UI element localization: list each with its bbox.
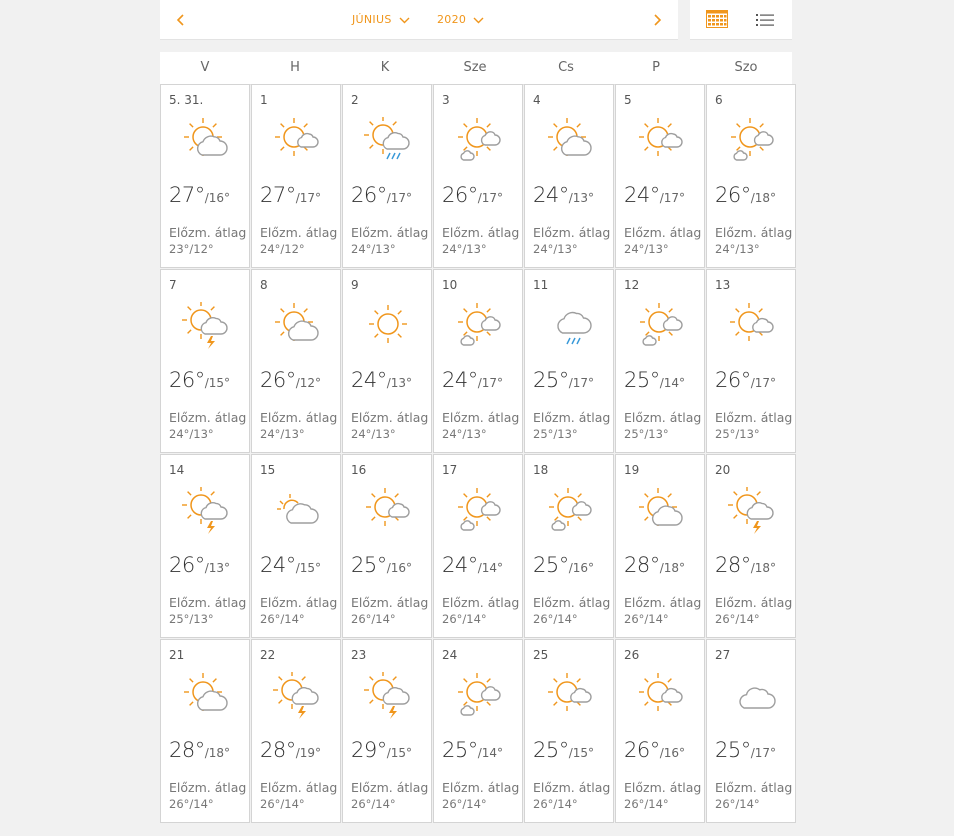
day-date: 3 — [442, 93, 450, 107]
avg-label: Előzm. átlag — [715, 410, 793, 425]
avg-value: 26°/14° — [533, 612, 578, 626]
max-temp: 25° — [533, 553, 569, 577]
avg-value: 24°/13° — [533, 242, 578, 256]
temperature — [442, 183, 503, 207]
avg-label: Előzm. átlag — [351, 595, 429, 610]
max-temp: 24° — [260, 553, 296, 577]
chevron-right-icon[interactable] — [652, 10, 662, 30]
chevron-down-icon — [473, 17, 484, 24]
avg-label: Előzm. átlag — [260, 410, 338, 425]
day-cell[interactable] — [524, 639, 614, 823]
weather-icon — [452, 117, 506, 165]
avg-value: 24°/13° — [442, 427, 487, 441]
max-temp: 25° — [715, 738, 751, 762]
max-temp: 25° — [533, 368, 569, 392]
day-cell[interactable] — [706, 269, 796, 453]
min-temp: /17° — [386, 191, 413, 205]
weekday-label: Sze — [463, 60, 487, 75]
avg-label: Előzm. átlag — [624, 225, 702, 240]
avg-value: 23°/12° — [169, 242, 214, 256]
day-date: 23 — [351, 648, 367, 662]
day-date: 27 — [715, 648, 731, 662]
avg-value: 24°/13° — [169, 427, 214, 441]
weather-icon — [725, 302, 779, 350]
day-cell[interactable] — [524, 269, 614, 453]
weekday-label: Szo — [734, 60, 758, 75]
max-temp: 27° — [260, 183, 296, 207]
max-temp: 26° — [624, 738, 660, 762]
weather-icon — [634, 302, 688, 350]
min-temp: /19° — [295, 746, 322, 760]
weather-icon — [452, 302, 506, 350]
avg-value: 25°/13° — [533, 427, 578, 441]
max-temp: 29° — [351, 738, 387, 762]
avg-value: 26°/14° — [351, 612, 396, 626]
temperature — [715, 553, 776, 577]
day-date: 13 — [715, 278, 731, 292]
temperature — [715, 368, 776, 392]
day-cell[interactable] — [615, 84, 705, 268]
weather-icon — [179, 302, 233, 350]
weekday-label: K — [380, 60, 390, 75]
calendar-grid-icon[interactable] — [706, 10, 728, 32]
min-temp: /12° — [295, 376, 322, 390]
avg-value: 26°/14° — [442, 612, 487, 626]
avg-value: 24°/13° — [715, 242, 760, 256]
day-cell[interactable] — [160, 454, 250, 638]
day-cell[interactable] — [433, 269, 523, 453]
temperature — [169, 738, 230, 762]
avg-label: Előzm. átlag — [442, 225, 520, 240]
avg-value: 26°/14° — [351, 797, 396, 811]
temperature — [624, 368, 685, 392]
max-temp: 27° — [169, 183, 205, 207]
min-temp: /13° — [568, 191, 595, 205]
chevron-down-icon — [399, 17, 410, 24]
min-temp: /16° — [386, 561, 413, 575]
max-temp: 25° — [351, 553, 387, 577]
weather-icon — [452, 487, 506, 535]
avg-value: 24°/13° — [624, 242, 669, 256]
max-temp: 26° — [169, 368, 205, 392]
max-temp: 26° — [715, 183, 751, 207]
max-temp: 25° — [533, 738, 569, 762]
day-date: 20 — [715, 463, 731, 477]
month-select[interactable] — [352, 13, 410, 26]
weather-icon — [634, 117, 688, 165]
avg-label: Előzm. átlag — [533, 780, 611, 795]
day-date: 26 — [624, 648, 640, 662]
day-cell[interactable] — [251, 639, 341, 823]
min-temp: /14° — [477, 561, 504, 575]
day-cell[interactable] — [433, 639, 523, 823]
weather-icon — [634, 487, 688, 535]
avg-label: Előzm. átlag — [624, 595, 702, 610]
min-temp: /14° — [659, 376, 686, 390]
day-date: 25 — [533, 648, 549, 662]
weather-icon — [725, 487, 779, 535]
max-temp: 24° — [442, 553, 478, 577]
max-temp: 24° — [442, 368, 478, 392]
temperature — [533, 553, 594, 577]
day-cell[interactable] — [160, 639, 250, 823]
min-temp: /17° — [477, 191, 504, 205]
avg-label: Előzm. átlag — [169, 780, 247, 795]
avg-label: Előzm. átlag — [533, 595, 611, 610]
calendar-toolbar — [160, 0, 792, 40]
day-cell[interactable] — [160, 269, 250, 453]
avg-value: 26°/14° — [442, 797, 487, 811]
avg-value: 25°/13° — [624, 427, 669, 441]
day-cell[interactable] — [160, 84, 250, 268]
month-select-label: JÚNIUS — [352, 13, 392, 26]
day-date: 18 — [533, 463, 549, 477]
year-select[interactable] — [437, 13, 484, 26]
day-date: 16 — [351, 463, 367, 477]
day-cell[interactable] — [251, 454, 341, 638]
weather-icon — [452, 672, 506, 720]
day-cell[interactable] — [251, 269, 341, 453]
temperature — [442, 553, 503, 577]
day-date: 21 — [169, 648, 185, 662]
min-temp: /18° — [750, 561, 777, 575]
avg-label: Előzm. átlag — [351, 780, 429, 795]
day-cell[interactable] — [433, 84, 523, 268]
min-temp: /16° — [659, 746, 686, 760]
avg-label: Előzm. átlag — [715, 595, 793, 610]
day-date: 22 — [260, 648, 276, 662]
day-cell[interactable] — [342, 269, 432, 453]
weather-icon — [179, 487, 233, 535]
min-temp: /16° — [568, 561, 595, 575]
weather-icon — [270, 672, 324, 720]
avg-value: 26°/14° — [169, 797, 214, 811]
temperature — [351, 183, 412, 207]
day-date: 11 — [533, 278, 549, 292]
avg-label: Előzm. átlag — [260, 780, 338, 795]
day-cell[interactable] — [433, 454, 523, 638]
max-temp: 28° — [169, 738, 205, 762]
weather-icon — [361, 302, 415, 350]
min-temp: /17° — [295, 191, 322, 205]
avg-label: Előzm. átlag — [442, 410, 520, 425]
weather-icon — [270, 117, 324, 165]
temperature — [442, 368, 503, 392]
avg-value: 24°/13° — [442, 242, 487, 256]
temperature — [715, 183, 776, 207]
min-temp: /15° — [386, 746, 413, 760]
weekday-label: P — [652, 60, 660, 75]
avg-label: Előzm. átlag — [351, 410, 429, 425]
weather-icon — [725, 672, 779, 720]
avg-value: 25°/13° — [715, 427, 760, 441]
year-select-label: 2020 — [437, 13, 467, 26]
max-temp: 25° — [442, 738, 478, 762]
weather-icon — [543, 487, 597, 535]
avg-value: 25°/13° — [169, 612, 214, 626]
min-temp: /18° — [659, 561, 686, 575]
weekday-header — [160, 52, 792, 85]
avg-label: Előzm. átlag — [169, 410, 247, 425]
temperature — [351, 738, 412, 762]
weekday-label: V — [200, 60, 210, 75]
weather-icon — [725, 117, 779, 165]
temperature — [351, 368, 412, 392]
max-temp: 24° — [533, 183, 569, 207]
day-cell[interactable] — [524, 84, 614, 268]
max-temp: 26° — [715, 368, 751, 392]
avg-label: Előzm. átlag — [533, 410, 611, 425]
temperature — [624, 183, 685, 207]
max-temp: 26° — [351, 183, 387, 207]
min-temp: /18° — [204, 746, 231, 760]
day-date: 1 — [260, 93, 268, 107]
avg-value: 26°/14° — [624, 612, 669, 626]
min-temp: /13° — [204, 561, 231, 575]
temperature — [260, 738, 321, 762]
max-temp: 24° — [351, 368, 387, 392]
max-temp: 26° — [169, 553, 205, 577]
day-date: 8 — [260, 278, 268, 292]
day-date: 19 — [624, 463, 640, 477]
weather-icon — [179, 117, 233, 165]
weather-icon — [361, 672, 415, 720]
avg-label: Előzm. átlag — [260, 595, 338, 610]
day-date: 14 — [169, 463, 185, 477]
max-temp: 28° — [715, 553, 751, 577]
list-icon[interactable] — [756, 12, 774, 31]
day-date: 2 — [351, 93, 359, 107]
min-temp: /18° — [750, 191, 777, 205]
month-navigator — [160, 0, 678, 40]
avg-value: 24°/13° — [351, 242, 396, 256]
day-cell[interactable] — [706, 639, 796, 823]
weekday-label: H — [290, 60, 300, 75]
avg-label: Előzm. átlag — [442, 780, 520, 795]
avg-value: 26°/14° — [533, 797, 578, 811]
min-temp: /17° — [568, 376, 595, 390]
avg-label: Előzm. átlag — [442, 595, 520, 610]
day-cell[interactable] — [342, 84, 432, 268]
weather-icon — [543, 117, 597, 165]
min-temp: /17° — [750, 376, 777, 390]
calendar-grid — [160, 84, 792, 823]
temperature — [260, 553, 321, 577]
avg-label: Előzm. átlag — [260, 225, 338, 240]
min-temp: /13° — [386, 376, 413, 390]
day-cell[interactable] — [615, 639, 705, 823]
temperature — [260, 368, 321, 392]
avg-value: 26°/14° — [260, 797, 305, 811]
day-cell[interactable] — [706, 84, 796, 268]
temperature — [533, 368, 594, 392]
temperature — [169, 368, 230, 392]
day-date: 17 — [442, 463, 458, 477]
weather-icon — [361, 487, 415, 535]
temperature — [442, 738, 503, 762]
max-temp: 24° — [624, 183, 660, 207]
day-date: 12 — [624, 278, 640, 292]
max-temp: 26° — [442, 183, 478, 207]
min-temp: /14° — [477, 746, 504, 760]
avg-value: 24°/13° — [351, 427, 396, 441]
day-date: 5. 31. — [169, 93, 204, 107]
weather-icon — [543, 302, 597, 350]
avg-label: Előzm. átlag — [624, 410, 702, 425]
avg-value: 24°/12° — [260, 242, 305, 256]
temperature — [169, 553, 230, 577]
avg-label: Előzm. átlag — [169, 225, 247, 240]
day-cell[interactable] — [342, 454, 432, 638]
max-temp: 28° — [624, 553, 660, 577]
day-cell[interactable] — [615, 269, 705, 453]
max-temp: 25° — [624, 368, 660, 392]
weather-icon — [543, 672, 597, 720]
temperature — [169, 183, 230, 207]
day-date: 9 — [351, 278, 359, 292]
min-temp: /15° — [204, 376, 231, 390]
day-date: 10 — [442, 278, 458, 292]
avg-label: Előzm. átlag — [533, 225, 611, 240]
weather-icon — [179, 672, 233, 720]
day-cell[interactable] — [342, 639, 432, 823]
min-temp: /17° — [750, 746, 777, 760]
chevron-left-icon[interactable] — [176, 10, 186, 30]
avg-label: Előzm. átlag — [715, 225, 793, 240]
min-temp: /15° — [295, 561, 322, 575]
weather-icon — [270, 302, 324, 350]
avg-value: 24°/13° — [260, 427, 305, 441]
avg-value: 26°/14° — [715, 612, 760, 626]
temperature — [624, 738, 685, 762]
weekday-label: Cs — [558, 60, 574, 75]
temperature — [351, 553, 412, 577]
min-temp: /17° — [477, 376, 504, 390]
min-temp: /16° — [204, 191, 231, 205]
temperature — [715, 738, 776, 762]
max-temp: 26° — [260, 368, 296, 392]
temperature — [260, 183, 321, 207]
min-temp: /17° — [659, 191, 686, 205]
view-switcher — [690, 0, 792, 40]
avg-label: Előzm. átlag — [351, 225, 429, 240]
avg-label: Előzm. átlag — [169, 595, 247, 610]
weather-icon — [634, 672, 688, 720]
temperature — [533, 183, 594, 207]
day-date: 5 — [624, 93, 632, 107]
avg-label: Előzm. átlag — [715, 780, 793, 795]
day-cell[interactable] — [615, 454, 705, 638]
min-temp: /15° — [568, 746, 595, 760]
avg-value: 26°/14° — [715, 797, 760, 811]
day-date: 15 — [260, 463, 276, 477]
avg-label: Előzm. átlag — [624, 780, 702, 795]
day-cell[interactable] — [251, 84, 341, 268]
day-date: 7 — [169, 278, 177, 292]
day-cell[interactable] — [524, 454, 614, 638]
max-temp: 28° — [260, 738, 296, 762]
temperature — [624, 553, 685, 577]
day-date: 24 — [442, 648, 458, 662]
weather-icon — [270, 487, 324, 535]
avg-value: 26°/14° — [260, 612, 305, 626]
day-date: 4 — [533, 93, 541, 107]
temperature — [533, 738, 594, 762]
day-date: 6 — [715, 93, 723, 107]
weather-icon — [361, 117, 415, 165]
day-cell[interactable] — [706, 454, 796, 638]
avg-value: 26°/14° — [624, 797, 669, 811]
